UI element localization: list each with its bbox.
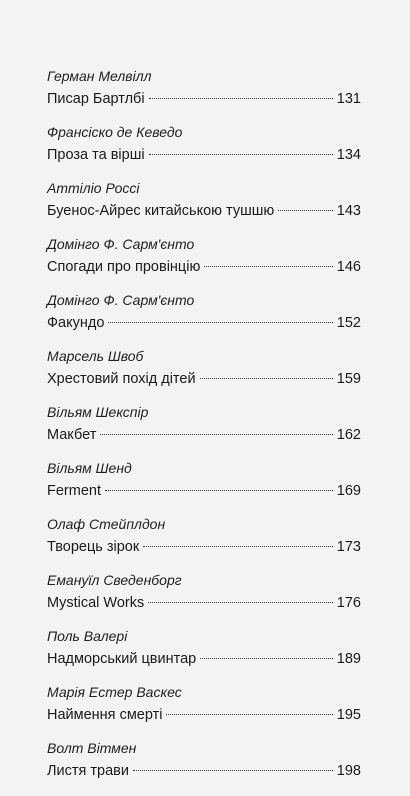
dot-leader xyxy=(166,714,332,715)
entry-title: Творець зірок xyxy=(47,539,140,555)
toc-entry xyxy=(47,628,361,684)
toc-entry xyxy=(47,236,361,292)
entry-row xyxy=(47,594,361,612)
entry-author: Волт Вітмен xyxy=(47,740,137,756)
entry-row xyxy=(47,146,361,164)
entry-author: Франсіско де Кеведо xyxy=(47,124,183,140)
entry-row xyxy=(47,370,361,388)
entry-author: Марсель Швоб xyxy=(47,348,144,364)
entry-page-number: 169 xyxy=(336,483,361,499)
entry-page-number: 173 xyxy=(336,539,361,555)
entry-row xyxy=(47,706,361,724)
entry-author: Герман Мелвілл xyxy=(47,68,152,84)
toc-entry xyxy=(47,68,361,124)
dot-leader xyxy=(149,98,333,99)
entry-author: Вільям Шенд xyxy=(47,460,132,476)
toc-entry xyxy=(47,124,361,180)
entry-page-number: 189 xyxy=(336,651,361,667)
entry-page-number: 152 xyxy=(336,315,361,331)
entry-row xyxy=(47,426,361,444)
toc-entry xyxy=(47,292,361,348)
entry-title: Надморський цвинтар xyxy=(47,651,197,667)
entry-title: Наймення смерті xyxy=(47,707,163,723)
toc-entry xyxy=(47,684,361,740)
entry-author: Домінго Ф. Сарм'єнто xyxy=(47,236,195,252)
entry-title: Mystical Works xyxy=(47,595,145,611)
entry-row xyxy=(47,482,361,500)
toc-entry xyxy=(47,460,361,516)
entry-title: Листя трави xyxy=(47,763,129,779)
entry-title: Факундо xyxy=(47,315,105,331)
toc-entry xyxy=(47,348,361,404)
dot-leader xyxy=(204,266,332,267)
entry-row xyxy=(47,90,361,108)
entry-page-number: 131 xyxy=(336,91,361,107)
entry-title: Макбет xyxy=(47,427,97,443)
entry-page-number: 159 xyxy=(336,371,361,387)
entry-page-number: 176 xyxy=(336,595,361,611)
entry-row xyxy=(47,202,361,220)
entry-author: Марія Естер Васкес xyxy=(47,684,182,700)
entry-page-number: 146 xyxy=(336,259,361,275)
entry-row xyxy=(47,258,361,276)
dot-leader xyxy=(200,378,333,379)
dot-leader xyxy=(148,602,333,603)
dot-leader xyxy=(105,490,333,491)
entry-author: Поль Валері xyxy=(47,628,128,644)
entry-title: Писар Бартлбі xyxy=(47,91,145,107)
toc-entry xyxy=(47,740,361,796)
entry-author: Вільям Шекспір xyxy=(47,404,149,420)
dot-leader xyxy=(100,434,332,435)
entry-row xyxy=(47,314,361,332)
entry-title: Ferment xyxy=(47,483,101,499)
entry-author: Аттіліо Россі xyxy=(47,180,140,196)
entry-page-number: 134 xyxy=(336,147,361,163)
dot-leader xyxy=(133,770,333,771)
entry-row xyxy=(47,538,361,556)
dot-leader xyxy=(108,322,332,323)
dot-leader xyxy=(200,658,333,659)
toc-entry xyxy=(47,572,361,628)
entry-title: Проза та вірші xyxy=(47,147,145,163)
entry-title: Буенос-Айрес китайською тушшю xyxy=(47,203,275,219)
entry-page-number: 143 xyxy=(336,203,361,219)
dot-leader xyxy=(278,210,333,211)
dot-leader xyxy=(143,546,333,547)
entry-author: Олаф Стейплдон xyxy=(47,516,166,532)
entry-row xyxy=(47,650,361,668)
entry-row xyxy=(47,762,361,780)
dot-leader xyxy=(149,154,333,155)
entry-page-number: 195 xyxy=(336,707,361,723)
table-of-contents xyxy=(47,68,361,796)
entry-title: Хрестовий похід дітей xyxy=(47,371,196,387)
entry-author: Емануїл Сведенборг xyxy=(47,572,182,588)
toc-entry xyxy=(47,516,361,572)
entry-page-number: 162 xyxy=(336,427,361,443)
toc-entry xyxy=(47,404,361,460)
toc-entry xyxy=(47,180,361,236)
entry-page-number: 198 xyxy=(336,763,361,779)
entry-author: Домінго Ф. Сарм'єнто xyxy=(47,292,195,308)
entry-title: Спогади про провінцію xyxy=(47,259,201,275)
